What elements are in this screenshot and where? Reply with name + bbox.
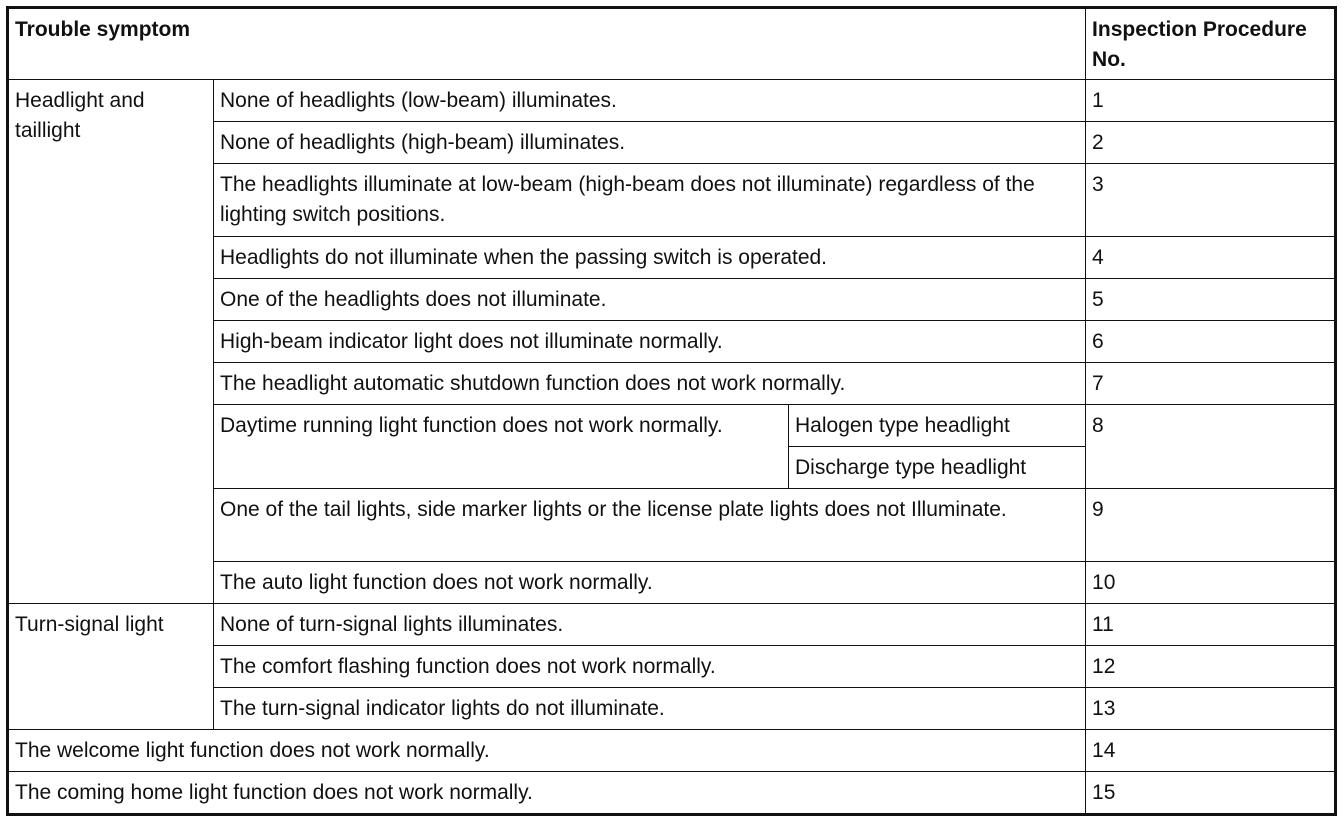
symptom-cell: Daytime running light function does not work normally. bbox=[214, 405, 789, 489]
procedure-number: 11 bbox=[1086, 604, 1336, 646]
symptom-cell: None of turn-signal lights illuminates. bbox=[214, 604, 1086, 646]
table-row bbox=[8, 730, 1336, 772]
symptom-cell: One of the headlights does not illuminate. bbox=[214, 279, 1086, 321]
inspection-procedure-header: Inspection Procedure No. bbox=[1086, 8, 1336, 80]
symptom-cell: None of headlights (low-beam) illuminates. bbox=[214, 80, 1086, 122]
procedure-number: 1 bbox=[1086, 80, 1336, 122]
procedure-number: 5 bbox=[1086, 279, 1336, 321]
table-header-row bbox=[8, 8, 1336, 80]
procedure-number: 7 bbox=[1086, 363, 1336, 405]
procedure-number: 15 bbox=[1086, 772, 1336, 815]
symptom-cell: The comfort flashing function does not work normally. bbox=[214, 646, 1086, 688]
table-row bbox=[8, 772, 1336, 815]
procedure-number: 6 bbox=[1086, 321, 1336, 363]
symptom-cell: The coming home light function does not work normally. bbox=[8, 772, 1086, 815]
procedure-number: 10 bbox=[1086, 562, 1336, 604]
symptom-cell: The welcome light function does not work normally. bbox=[8, 730, 1086, 772]
symptom-cell: Headlights do not illuminate when the passing switch is operated. bbox=[214, 237, 1086, 279]
symptom-cell: The headlights illuminate at low-beam (high-beam does not illuminate) regardless of the lighting switch positions. bbox=[214, 164, 1086, 237]
procedure-number: 9 bbox=[1086, 489, 1336, 562]
symptom-cell: High-beam indicator light does not illuminate normally. bbox=[214, 321, 1086, 363]
procedure-number: 13 bbox=[1086, 688, 1336, 730]
trouble-symptom-header: Trouble symptom bbox=[8, 8, 1086, 80]
trouble-symptom-table bbox=[6, 6, 1337, 816]
symptom-cell: None of headlights (high-beam) illuminates. bbox=[214, 122, 1086, 164]
symptom-cell: The auto light function does not work normally. bbox=[214, 562, 1086, 604]
category-headlight-taillight: Headlight and taillight bbox=[8, 80, 214, 604]
procedure-number: 3 bbox=[1086, 164, 1336, 237]
procedure-number: 8 bbox=[1086, 405, 1336, 489]
subtype-halogen: Halogen type headlight bbox=[789, 405, 1086, 447]
procedure-number: 2 bbox=[1086, 122, 1336, 164]
table-row bbox=[8, 604, 1336, 646]
table-row bbox=[8, 80, 1336, 122]
symptom-cell: The headlight automatic shutdown function does not work normally. bbox=[214, 363, 1086, 405]
procedure-number: 14 bbox=[1086, 730, 1336, 772]
subtype-discharge: Discharge type headlight bbox=[789, 447, 1086, 489]
procedure-number: 12 bbox=[1086, 646, 1336, 688]
symptom-cell: One of the tail lights, side marker lights or the license plate lights does not Illuminate. bbox=[214, 489, 1086, 562]
category-turn-signal: Turn-signal light bbox=[8, 604, 214, 730]
procedure-number: 4 bbox=[1086, 237, 1336, 279]
symptom-cell: The turn-signal indicator lights do not illuminate. bbox=[214, 688, 1086, 730]
